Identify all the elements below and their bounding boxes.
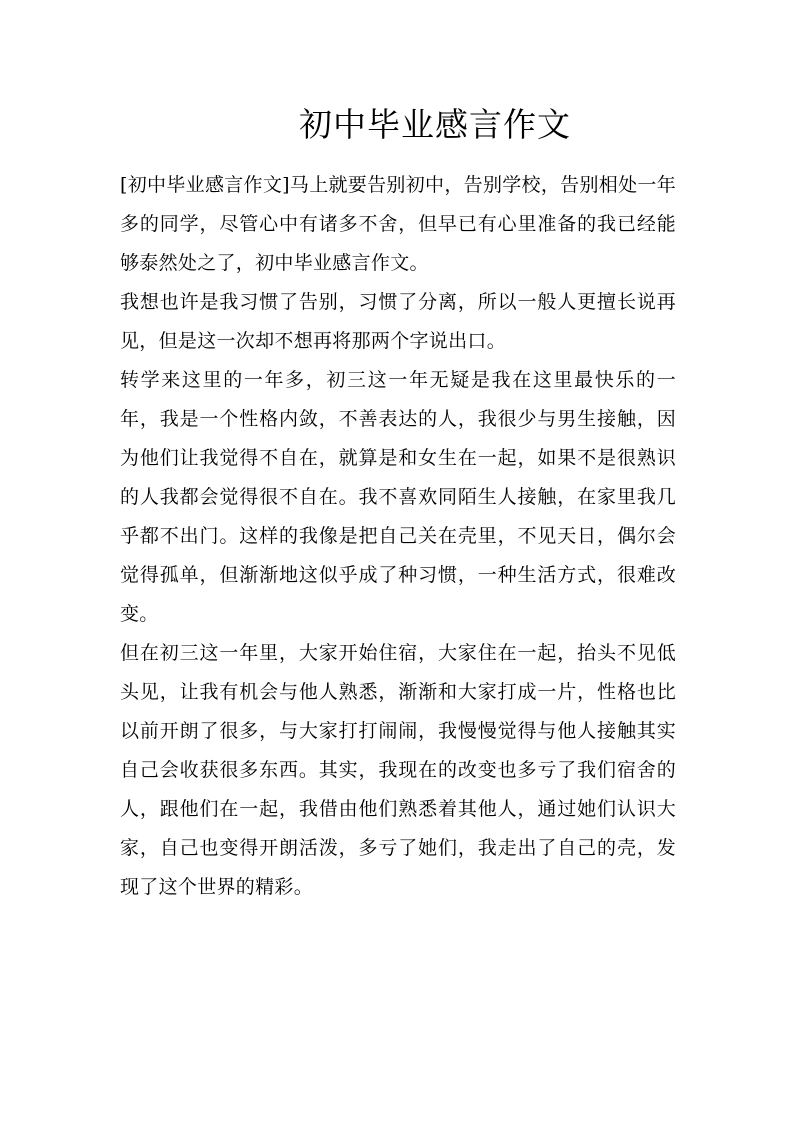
document-body <box>120 166 676 907</box>
paragraph-1: [初中毕业感言作文]马上就要告别初中，告别学校，告别相处一年多的同学，尽管心中有诸多不舍，但早已有心里准备的我已经能够泰然处之了，初中毕业感言作文。 <box>120 174 676 274</box>
paragraph-3: 转学来这里的一年多，初三这一年无疑是我在这里最快乐的一年，我是一个性格内敛，不善表达的人，我很少与男生接触，因为他们让我觉得不自在，就算是和女生在一起，如果不是很熟识的人我都会觉得很不自在。我不喜欢同陌生人接触，在家里我几乎都不出门。这样的我像是把自己关在壳里，不见天日，偶尔会觉得孤单，但渐渐地这似乎成了种习惯，一种生活方式，很难改变。 <box>120 369 676 625</box>
paragraph-4: 但在初三这一年里，大家开始住宿，大家住在一起，抬头不见低头见，让我有机会与他人熟悉，渐渐和大家打成一片，性格也比以前开朗了很多，与大家打打闹闹，我慢慢觉得与他人接触其实自己会收获很多东西。其实，我现在的改变也多亏了我们宿舍的人，跟他们在一起，我借由他们熟悉着其他人，通过她们认识大家，自己也变得开朗活泼，多亏了她们，我走出了自己的壳，发现了这个世界的精彩。 <box>120 642 676 898</box>
document-title: 初中毕业感言作文 <box>299 105 571 144</box>
paragraph-2: 我想也许是我习惯了告别，习惯了分离，所以一般人更擅长说再见，但是这一次却不想再将那两个字说出口。 <box>120 291 676 352</box>
